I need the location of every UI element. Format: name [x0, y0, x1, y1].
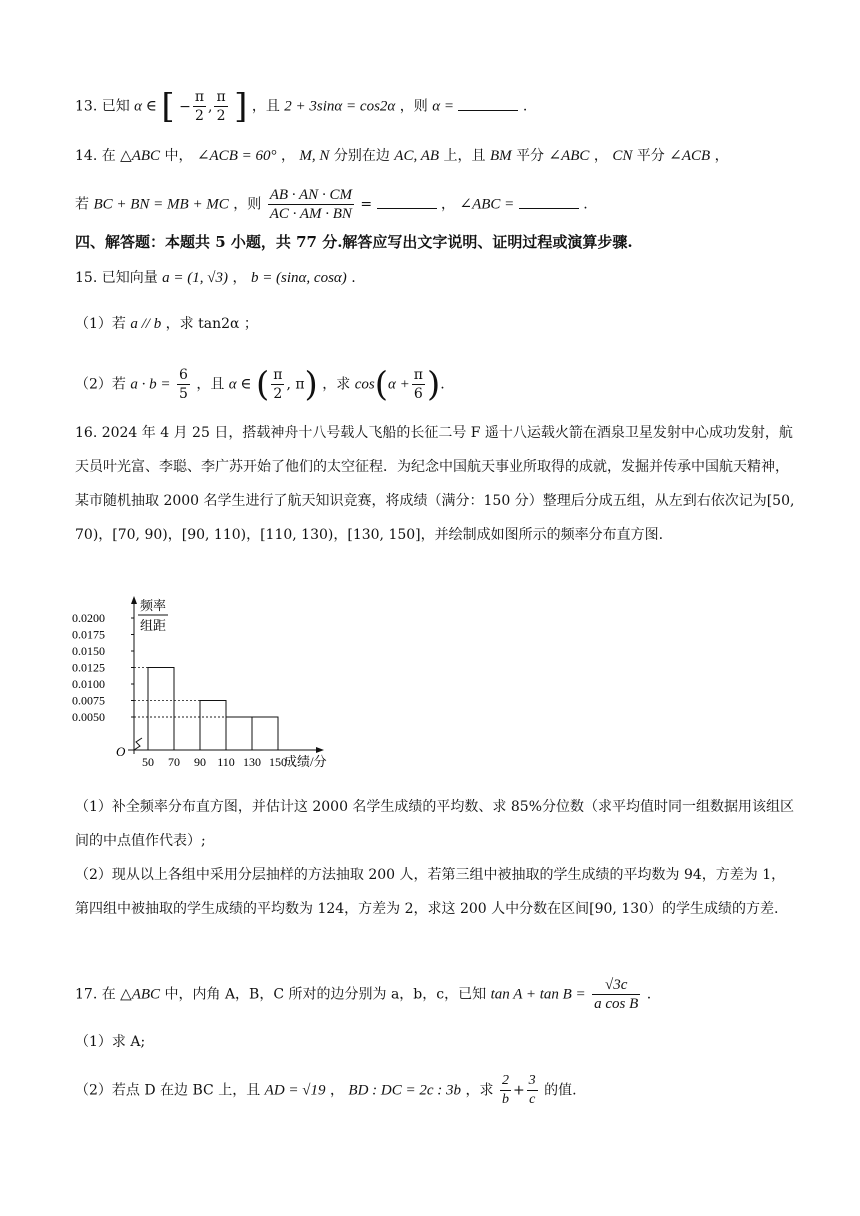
q13-answer-label: α = [432, 98, 454, 115]
q16-part2: （2）现从以上各组中采用分层抽样的方法抽取 200 人，若第三组中被抽取的学生成绩的平均数为 94，方差为 1，第四组中被抽取的学生成绩的平均数为 124，方差为 2，求这 200 人中分数在区间[90, 130）的学生成绩的方差. [75, 867, 786, 917]
origin-label: O [116, 744, 126, 759]
q17-part2: （2）若点 D 在边 BC 上，且 AD = √19 ， BD : DC = 2c : 3b ，求 $\frac{2}{b}$ + $\frac{3}{c}$ 的值. [75, 1073, 577, 1107]
x-tick-label: 50 [142, 755, 154, 769]
q15-vector-a: a = (1, √3) [162, 270, 229, 286]
section-heading: 四、解答题：本题共 5 小题，共 77 分.解答应写出文字说明、证明过程或演算步骤. [75, 233, 633, 251]
left-paren: ( [374, 364, 388, 405]
q15-part1 [75, 314, 258, 334]
y-tick-label: 0.0175 [72, 627, 105, 642]
xlabel: 成绩/分 [284, 754, 327, 769]
ylabel-top: 频率 [140, 598, 167, 613]
x-tick-label: 70 [168, 755, 180, 769]
q15-inner: α + [387, 376, 410, 393]
q15-text: （2）若 [75, 376, 126, 393]
q17-plus: + [512, 1082, 525, 1099]
q15-dot-product: a · b = [130, 376, 171, 393]
ylabel-bottom: 组距 [140, 618, 167, 633]
q14-condition: BC + BN = MB + MC [93, 196, 229, 213]
q14-answer-blank-2[interactable] [519, 194, 579, 209]
q15-pi: , π [286, 376, 305, 393]
q14-text: 平分 [516, 148, 545, 164]
q13-period: . [522, 98, 528, 115]
histogram-bar [148, 668, 174, 751]
q14-equals: = [360, 196, 373, 213]
q17-ad: AD = √19 [264, 1082, 326, 1099]
y-axis-arrow [131, 596, 137, 604]
q14-text: 平分 [636, 148, 665, 164]
q14-period: . [583, 196, 588, 213]
y-tick-label: 0.0050 [72, 710, 105, 724]
question-14-line1 [75, 146, 729, 166]
q14-points: M, N [299, 148, 330, 164]
right-paren: ) [426, 364, 441, 405]
q17-text: ，求 [465, 1082, 494, 1099]
q15-part2: （2）若 a · b = $\frac{6}{5}$ ，且 α ∈ ( $\frac{\pi}{2}$ , π) ，求 cos(α + $\frac{\pi}{6}$ ). [75, 364, 445, 405]
histogram-bar [226, 717, 252, 750]
x-tick-label: 130 [243, 755, 261, 769]
q14-text: ， [714, 148, 729, 164]
question-13 [75, 88, 527, 125]
histogram-bar [252, 717, 278, 750]
q15-text: （1）若 [75, 316, 126, 332]
q17-ratio: BD : DC = 2c : 3b [348, 1082, 462, 1099]
x-axis-arrow [316, 747, 324, 753]
question-17 [75, 976, 651, 1013]
q17-text: ， [329, 1082, 344, 1099]
q15-text: ，求 tan2α ； [165, 316, 258, 332]
q14-text: 上，且 [443, 148, 486, 164]
right-bracket: ] [234, 86, 248, 127]
x-tick-label: 150 [269, 755, 287, 769]
q14-angle-abc: ∠ABC [548, 148, 590, 164]
x-tick-label: 90 [194, 755, 206, 769]
q14-angle-answer-label: ∠ABC = [459, 196, 515, 213]
question-14-line2 [75, 186, 588, 223]
q15-text: ，且 [196, 376, 225, 393]
q14-text: ， [441, 196, 456, 213]
q14-fraction: $\frac{AB \cdot AN \cdot CM}{AC \cdot AM \cdot BN}$ [269, 187, 352, 222]
q15-parallel: a // b [130, 316, 162, 332]
q17-period: . [646, 986, 652, 1003]
q15-text: ，求 [322, 376, 351, 393]
q17-text: 中，内角 A，B，C 所对的边分别为 a，b，c，已知 [164, 986, 487, 1003]
q14-sides: AC, AB [394, 148, 440, 164]
q13-and: ，且 [251, 98, 280, 115]
q14-angle: ∠ACB = 60° [196, 148, 277, 164]
q14-text: ，则 [233, 196, 262, 213]
q15-intro: 15. 已知向量 [75, 270, 158, 286]
q13-condition: α ∈ [134, 98, 157, 115]
q17-intro: 17. 在 [75, 986, 116, 1003]
q15-fraction: $\frac{6}{5}$ [178, 367, 188, 402]
y-tick-label: 0.0075 [72, 693, 105, 708]
right-paren: ) [304, 364, 318, 405]
histogram-bar [200, 701, 226, 751]
q14-cn: CN [612, 148, 633, 164]
q17-triangle: △ABC [120, 986, 161, 1003]
q17-text: 的值. [544, 1082, 577, 1099]
q13-answer-blank[interactable] [458, 96, 518, 111]
q13-number: 13. 已知 [75, 98, 130, 115]
question-16-text: 16. 2024 年 4 月 25 日，搭载神舟十八号载人飞船的长征二号 F 遥十八运载火箭在酒泉卫星发射中心成功发射，航天员叶光富、李聪、李广苏开始了他们的太空征程．为纪念中国航天事业所取得的成就，发掘并传承中国航天精神，某市随机抽取 2000 名学生进行了航天知识竞赛，将成绩（满分：150 分）整理后分成五组，从左到右依次记为[50, 70)，[70, 90)，[90, 110)，[110, 130)，[130, 150]，并绘制成如图所示的频率分布直方图. [75, 425, 795, 543]
y-tick-label: 0.0100 [72, 677, 105, 691]
y-tick-label: 0.0150 [72, 644, 105, 658]
question-15 [75, 268, 356, 288]
q17-part1: （1）求 A; [75, 1034, 146, 1050]
x-tick-label: 110 [217, 755, 235, 769]
q14-text: 分别在边 [333, 148, 390, 164]
q13-then: ，则 [399, 98, 428, 115]
q15-cos: cos [354, 376, 375, 393]
left-bracket: [ [161, 86, 175, 127]
y-tick-label: 0.0125 [72, 660, 105, 675]
q17-lhs: tan A + tan B = [490, 986, 586, 1003]
q17-fraction: $\frac{√3c}{\text{a cos B}}$ [594, 977, 639, 1012]
q15-range: α ∈ [228, 376, 252, 393]
q15-text: ， [232, 270, 247, 286]
q14-triangle: △ABC [120, 148, 161, 164]
frequency-histogram [72, 588, 342, 778]
q14-text: 中， [164, 148, 193, 164]
q13-interval: − $\frac{\pi}{2}$ , $\frac{\pi}{2}$ [179, 89, 226, 124]
q14-answer-blank-1[interactable] [377, 194, 437, 209]
q14-text: 若 [75, 196, 89, 213]
q14-number: 14. 在 [75, 148, 116, 164]
q14-text: ， [593, 148, 608, 164]
q15-vector-b: b = (sinα, cosα) [250, 270, 347, 286]
q15-period: . [440, 376, 445, 393]
q14-bm: BM [489, 148, 512, 164]
y-tick-label: 0.0200 [72, 611, 105, 625]
q13-equation: 2 + 3sinα = cos2α [284, 98, 396, 115]
q17-text: （2）若点 D 在边 BC 上，且 [75, 1082, 261, 1099]
axis-break [134, 738, 142, 750]
q15-period: . [351, 270, 356, 286]
left-paren: ( [255, 364, 270, 405]
q14-text: ， [280, 148, 295, 164]
q16-part1: （1）补全频率分布直方图，并估计这 2000 名学生成绩的平均数、求 85%分位数（求平均值时同一组数据用该组区间的中点值作代表）; [75, 799, 795, 849]
q14-angle-acb: ∠ACB [669, 148, 711, 164]
